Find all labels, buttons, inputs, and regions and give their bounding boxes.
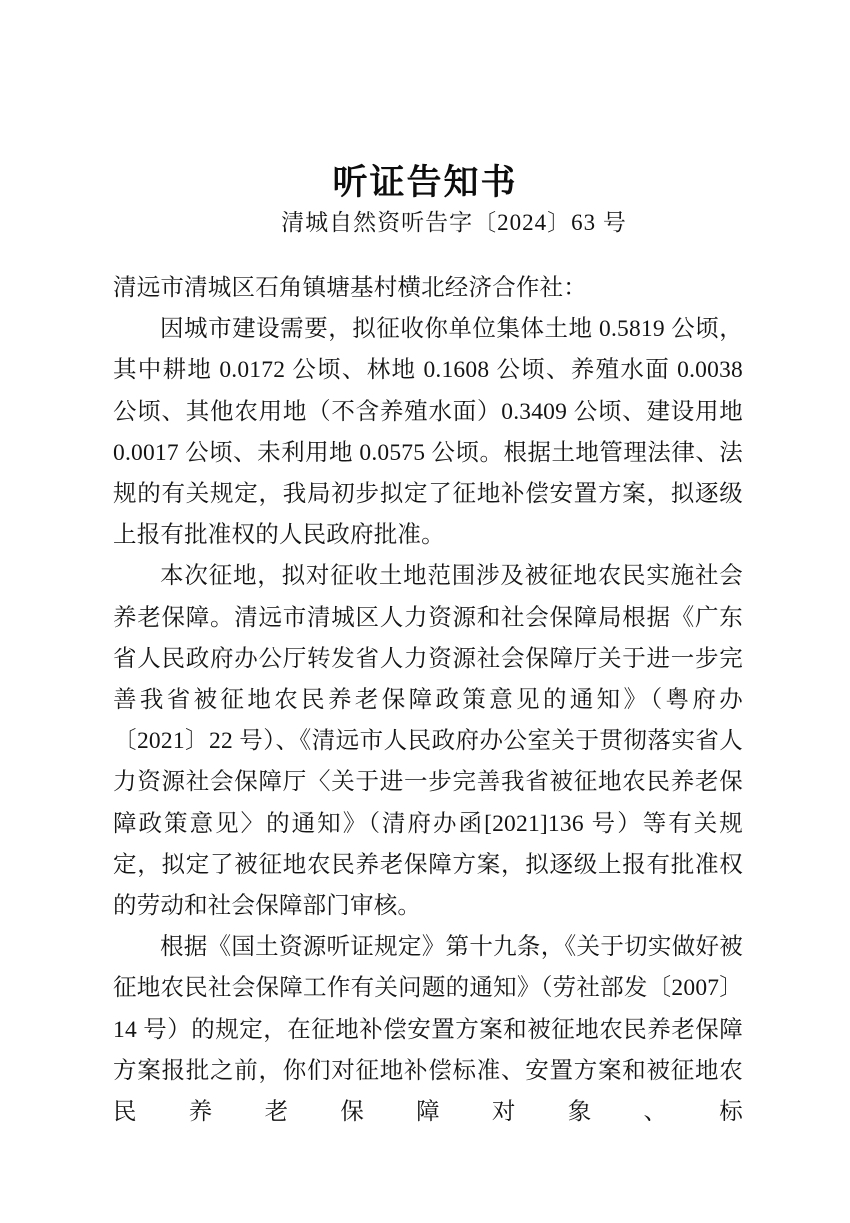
page-title: 听证告知书 xyxy=(332,163,518,203)
document-serial-number: 清城自然资听告字〔2024〕63 号 xyxy=(281,210,627,235)
body-paragraph-3: 根据《国土资源听证规定》第十九条，《关于切实做好被征地农民社会保障工作有关问题的通知》（劳社部发〔2007〕14 号）的规定，在征地补偿安置方案和被征地农民养老保障方案报批之前，你们对征地补偿标准、安置方案和被征地农民养老保障对象、标 xyxy=(113,934,743,1126)
body-paragraph-1: 因城市建设需要，拟征收你单位集体土地 0.5819 公顷，其中耕地 0.0172 公顷、林地 0.1608 公顷、养殖水面 0.0038 公顷、其他农用地（不含养殖水面）0.3409 公顷、建设用地 0.0017 公顷、未利用地 0.0575 公顷。根据土地管理法律、法规的有关规定，我局初步拟定了征地补偿安置方案，拟逐级上报有批准权的人民政府批准。 xyxy=(113,316,743,549)
body-paragraph-2: 本次征地，拟对征收土地范围涉及被征地农民实施社会养老保障。清远市清城区人力资源和社会保障局根据《广东省人民政府办公厅转发省人力资源社会保障厅关于进一步完善我省被征地农民养老保障政策意见的通知》（粤府办〔2021〕22 号）、《清远市人民政府办公室关于贯彻落实省人力资源社会保障厅〈关于进一步完善我省被征地农民养老保障政策意见〉的通知》（清府办函[2021]136 号）等有关规定，拟定了被征地农民养老保障方案，拟逐级上报有批准权的劳动和社会保障部门审核。 xyxy=(113,563,743,920)
addressee-line: 清远市清城区石角镇塘基村横北经济合作社： xyxy=(113,275,587,301)
document-body xyxy=(113,268,743,1133)
